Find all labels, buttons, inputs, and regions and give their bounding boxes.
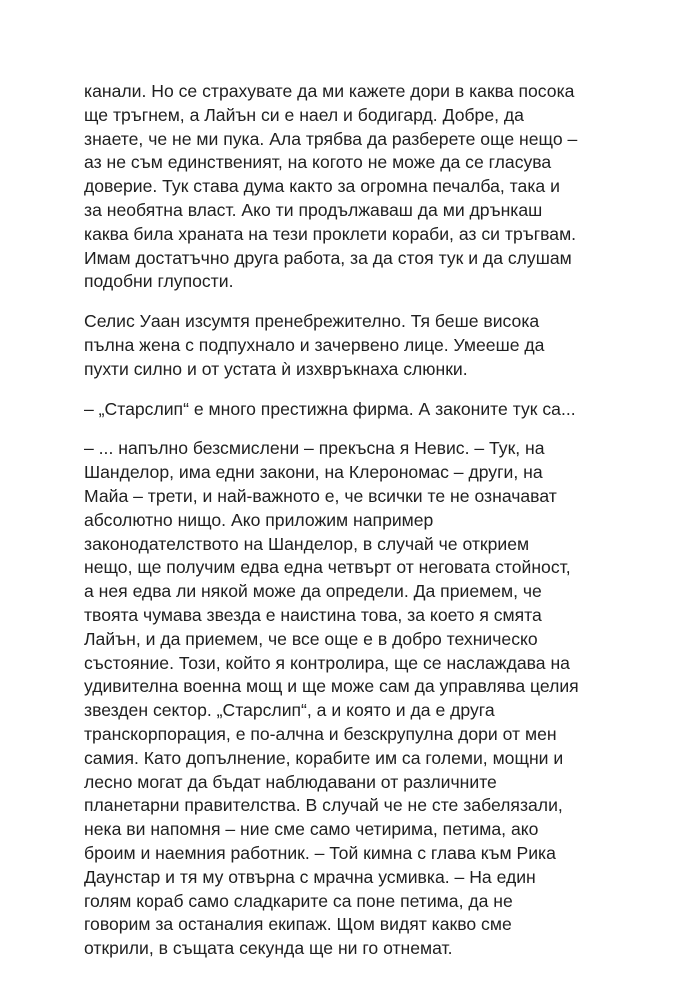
text-line: голям кораб само сладкарите са поне петима, да не (84, 890, 513, 911)
text-line: Даунстар и тя му отвърна с мрачна усмивка. – На един (84, 866, 536, 887)
text-line: Шанделор, има едни закони, на Клерономас – други, на (84, 462, 543, 483)
text-line: – „Старслип“ е много престижна фирма. А законите тук са... (84, 398, 576, 419)
text-line: Майа – трети, и най-важното е, че всички те не означават (84, 485, 557, 506)
text-line: канали. Но се страхувате да ми кажете дори в каква посока (84, 81, 575, 101)
text-line: говорим за останалия екипаж. Щом видят какво сме (84, 914, 512, 935)
text-line: абсолютно нищо. Ако приложим например (84, 509, 434, 530)
text-line: пухти силно и от устата ѝ изхвръкнаха слюнки. (84, 358, 468, 379)
text-line: лесно могат да бъдат наблюдавани от различните (84, 771, 497, 792)
paragraph-1 (84, 80, 640, 294)
text-line: а нея едва ли някой може да определи. Да приемем, че (84, 581, 542, 602)
text-line: твоята чумава звезда е наистина това, за което я смята (84, 604, 542, 625)
text-line: подобни глупости. (84, 271, 234, 292)
document-page (84, 80, 640, 977)
text-line: Имам достатъчно друга работа, за да стоя тук и да слушам (84, 247, 572, 268)
text-line: ще тръгнем, а Лайън си е наел и бодигард. Добре, да (84, 104, 524, 125)
text-line: транскорпорация, е по-алчна и безскрупулна дори от мен (84, 723, 557, 744)
paragraph-3 (84, 398, 640, 422)
text-line: – ... напълно безсмислени – прекъсна я Невис. – Тук, на (84, 438, 545, 459)
text-line: звезден сектор. „Старслип“, а и която и да е друга (84, 700, 495, 721)
text-line: състояние. Този, който я контролира, ще се наслаждава на (84, 652, 570, 673)
text-line: удивителна военна мощ и ще може сам да управлява целия (84, 676, 579, 697)
paragraph-4 (84, 437, 640, 961)
text-line: законодателството на Шанделор, в случай че открием (84, 533, 530, 554)
text-line: нека ви напомня – ние сме само четирима, петима, ако (84, 819, 539, 840)
text-line: Лайън, и да приемем, че все още е в добро техническо (84, 628, 538, 649)
text-line: каква била храната на тези проклети кораби, аз си тръгвам. (84, 223, 577, 244)
text-line: нещо, ще получим едва една четвърт от неговата стойност, (84, 557, 571, 578)
text-line: пълна жена с подпухнало и зачервено лице. Умееше да (84, 334, 545, 355)
text-line: самия. Като допълнение, корабите им са големи, мощни и (84, 747, 564, 768)
text-line: аз не съм единственият, на когото не може да се гласува (84, 152, 552, 173)
text-line: планетарни правителства. В случай че не сте забелязали, (84, 795, 563, 816)
text-line: за необятна власт. Ако ти продължаваш да ми дрънкаш (84, 199, 543, 220)
text-line: Селис Уаан изсумтя пренебрежително. Тя беше висока (84, 311, 540, 332)
text-line: открили, в същата секунда ще ни го отнемат. (84, 938, 453, 959)
text-line: доверие. Тук става дума както за огромна печалба, така и (84, 176, 560, 197)
text-line: броим и наемния работник. – Той кимна с глава към Рика (84, 842, 556, 863)
paragraph-2 (84, 310, 640, 381)
text-line: знаете, че не ми пука. Ала трябва да разберете още нещо – (84, 128, 578, 149)
